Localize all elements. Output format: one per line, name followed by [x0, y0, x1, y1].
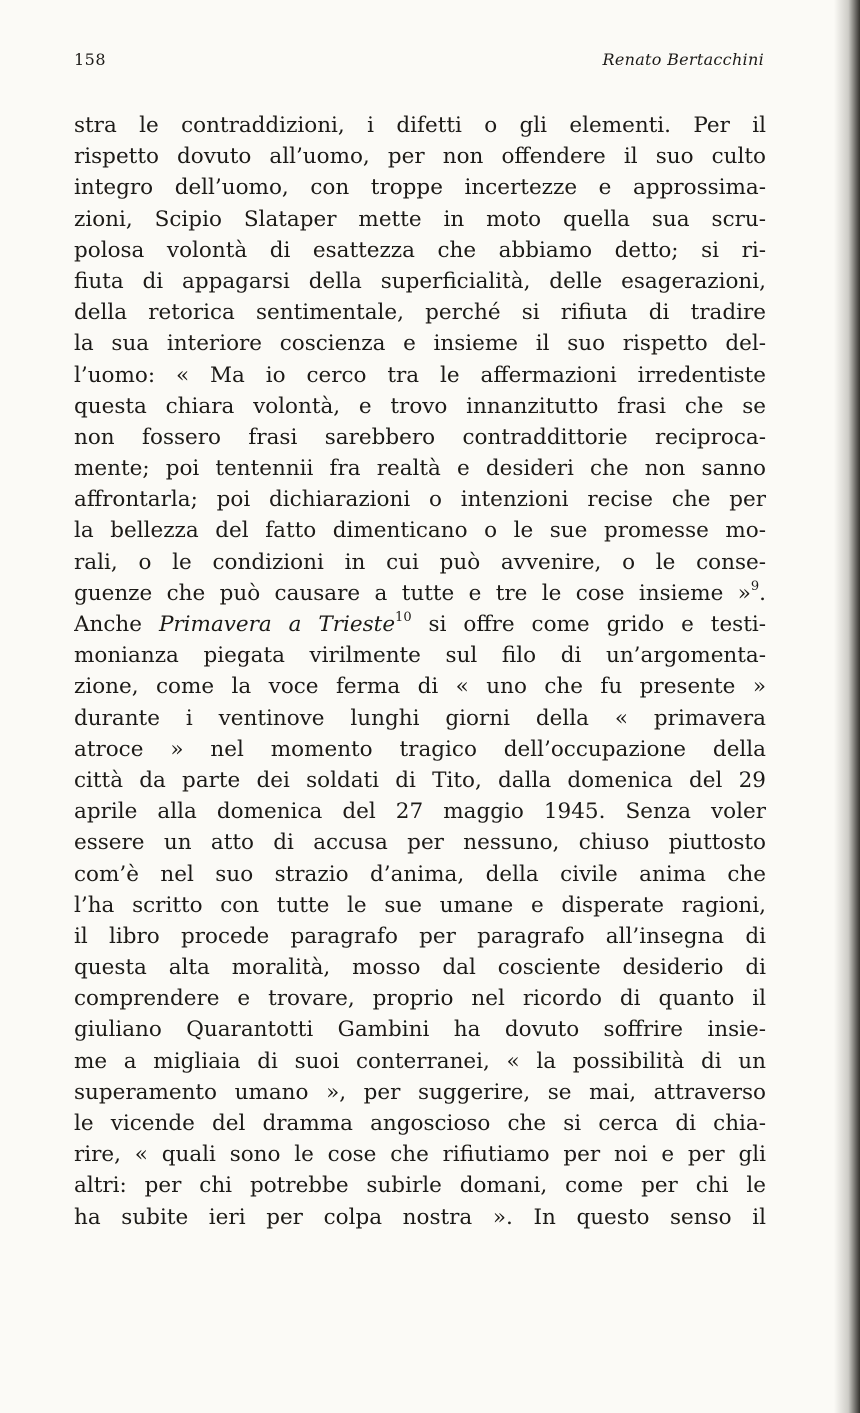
- text-line: [74, 983, 766, 1014]
- line-text: stra le contraddizioni, i difetti o gli elementi. Per il: [74, 113, 766, 138]
- body-text: [74, 110, 766, 1233]
- line-text: mente; poi tentennii fra realtà e desideri che non sanno: [74, 456, 766, 482]
- text-line: [74, 1202, 766, 1233]
- text-line: [74, 671, 766, 702]
- text-line: [74, 1170, 766, 1201]
- text-line: [74, 734, 766, 765]
- line-text: giuliano Quarantotti Gambini ha dovuto soffrire insie-: [74, 1017, 766, 1043]
- line-text: essere un atto di accusa per nessuno, chiuso piuttosto: [74, 830, 766, 856]
- text-line: [74, 515, 766, 546]
- page-number: 158: [74, 50, 107, 69]
- line-text: città da parte dei soldati di Tito, dalla domenica del 29: [74, 767, 766, 793]
- line-text: le vicende del dramma angoscioso che si cerca di chia-: [74, 1111, 766, 1136]
- text-line: [74, 796, 766, 827]
- line-text: rispetto dovuto all’uomo, per non offendere il suo culto: [74, 144, 766, 170]
- line-text: affrontarla; poi dichiarazioni o intenzioni recise che per: [74, 487, 766, 513]
- line-text: non fossero frasi sarebbero contraddittorie reciproca-: [74, 424, 766, 450]
- line-text: questa alta moralità, mosso dal cosciente desiderio di: [74, 955, 766, 981]
- text-line: [74, 547, 766, 578]
- line-text: guenze che può causare a tutte e tre le cose insieme »: [74, 580, 751, 606]
- text-line: [74, 1108, 766, 1139]
- page-edge-shadow: [834, 0, 860, 1413]
- line-text: l’uomo: « Ma io cerco tra le affermazioni irredentiste: [74, 362, 766, 388]
- text-line: [74, 1077, 766, 1108]
- line-text: aprile alla domenica del 27 maggio 1945. Senza voler: [74, 799, 766, 825]
- line-text: altri: per chi potrebbe subirle domani, come per chi le: [74, 1173, 766, 1199]
- text-line: [74, 890, 766, 921]
- text-line: [74, 204, 766, 235]
- line-text: rire, « quali sono le cose che rifiutiamo per noi e per gli: [74, 1142, 766, 1168]
- line-text: la bellezza del fatto dimenticano o le sue promesse mo-: [74, 518, 766, 544]
- line-text: della retorica sentimentale, perché si rifiuta di tradire: [74, 300, 766, 326]
- text-line: [74, 1046, 766, 1077]
- text-line: [74, 952, 766, 983]
- line-text: superamento umano », per suggerire, se mai, attraverso: [74, 1079, 766, 1105]
- line-text: polosa volontà di esattezza che abbiamo detto; si ri-: [74, 237, 766, 263]
- line-text: rali, o le condizioni in cui può avvenire, o le conse-: [74, 549, 766, 575]
- text-line: [74, 266, 766, 297]
- line-text: la sua interiore coscienza e insieme il suo rispetto del-: [74, 331, 766, 357]
- line-text: monianza piegata virilmente sul filo di un’argomenta-: [74, 643, 766, 669]
- text-line: [74, 827, 766, 858]
- text-line: [74, 172, 766, 203]
- text-line: [74, 453, 766, 484]
- text-line: [74, 1014, 766, 1045]
- text-line: [74, 328, 766, 359]
- text-line: [74, 484, 766, 515]
- text-line: [74, 1139, 766, 1170]
- text-line: [74, 235, 766, 266]
- text-line: [74, 422, 766, 453]
- line-text: atroce » nel momento tragico dell’occupazione della: [74, 736, 766, 762]
- text-line: [74, 609, 766, 640]
- line-text: si offre come grido e testi-: [411, 612, 766, 637]
- text-line: [74, 921, 766, 952]
- footnote-ref: 10: [395, 609, 412, 625]
- text-line: [74, 297, 766, 328]
- running-head: Renato Bertacchini: [602, 50, 764, 69]
- line-text: com’è nel suo strazio d’anima, della civile anima che: [74, 861, 766, 887]
- line-text: zioni, Scipio Slataper mette in moto quella sua scru-: [74, 206, 766, 232]
- footnote-ref: 9: [750, 578, 760, 594]
- italic-title: Primavera a Trieste: [158, 612, 396, 637]
- text-line: [74, 578, 766, 609]
- line-text: il libro procede paragrafo per paragrafo all’insegna di: [74, 923, 766, 949]
- line-text: me a migliaia di suoi conterranei, « la possibilità di un: [74, 1048, 766, 1074]
- line-text: ha subite ieri per colpa nostra ». In questo senso il: [74, 1204, 766, 1230]
- text-line: [74, 859, 766, 890]
- line-text: zione, come la voce ferma di « uno che fu presente »: [74, 674, 766, 700]
- text-line: [74, 141, 766, 172]
- text-line: [74, 391, 766, 422]
- text-line: [74, 703, 766, 734]
- text-line: [74, 765, 766, 796]
- line-text: l’ha scritto con tutte le sue umane e disperate ragioni,: [74, 892, 766, 918]
- line-text: questa chiara volontà, e trovo innanzitutto frasi che se: [74, 393, 766, 419]
- line-text: fiuta di appagarsi della superficialità, delle esagerazioni,: [74, 268, 766, 294]
- text-line: [74, 640, 766, 671]
- text-line: [74, 110, 766, 141]
- line-text: durante i ventinove lunghi giorni della « primavera: [74, 705, 766, 731]
- line-text: .: [759, 580, 766, 606]
- line-text: comprendere e trovare, proprio nel ricordo di quanto il: [74, 986, 766, 1012]
- line-text: Anche: [74, 612, 159, 637]
- line-text: integro dell’uomo, con troppe incertezze e approssima-: [74, 175, 766, 201]
- text-line: [74, 360, 766, 391]
